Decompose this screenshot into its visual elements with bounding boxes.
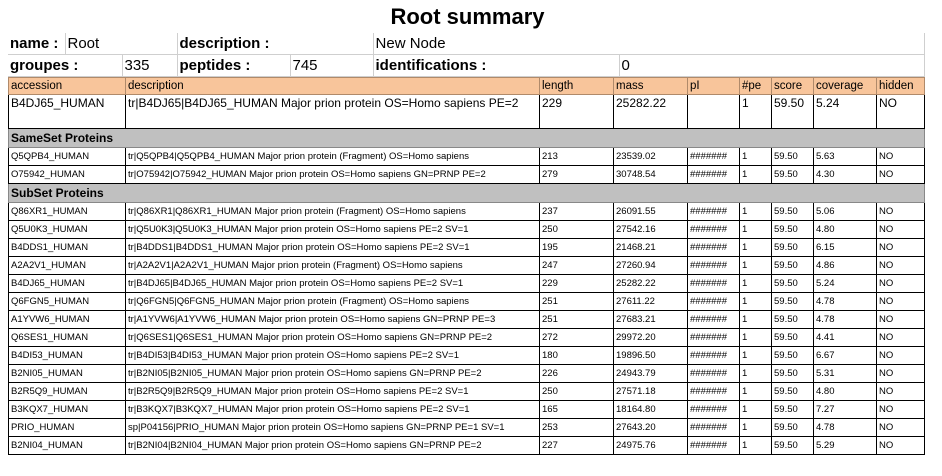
cell-pe[interactable]: 1: [740, 166, 772, 184]
cell-description[interactable]: tr|B4DI53|B4DI53_HUMAN Major prion protein OS=Homo sapiens PE=2 SV=1: [126, 347, 540, 365]
cell-accession[interactable]: A1YVW6_HUMAN: [9, 311, 126, 329]
cell-hidden[interactable]: NO: [877, 203, 925, 221]
table-row: [9, 221, 925, 239]
cell-accession[interactable]: B2NI04_HUMAN: [9, 437, 126, 455]
cell-accession[interactable]: B3KQX7_HUMAN: [9, 401, 126, 419]
cell-accession[interactable]: PRIO_HUMAN: [9, 419, 126, 437]
table-row: [9, 203, 925, 221]
cell-pe[interactable]: 1: [740, 329, 772, 347]
cell-description[interactable]: tr|Q5QPB4|Q5QPB4_HUMAN Major prion protein (Fragment) OS=Homo sapiens: [126, 148, 540, 166]
node-info-table: [8, 33, 925, 77]
cell-pe[interactable]: 1: [740, 347, 772, 365]
cell-hidden[interactable]: NO: [877, 347, 925, 365]
table-row: [9, 437, 925, 455]
cell-length[interactable]: 165: [540, 401, 614, 419]
cell-length[interactable]: 213: [540, 148, 614, 166]
cell-accession[interactable]: O75942_HUMAN: [9, 166, 126, 184]
cell-hidden[interactable]: NO: [877, 311, 925, 329]
cell-score[interactable]: 59.50: [772, 347, 814, 365]
cell-pe[interactable]: 1: [740, 95, 772, 129]
cell-accession[interactable]: B4DJ65_HUMAN: [9, 275, 126, 293]
cell-length[interactable]: 237: [540, 203, 614, 221]
cell-length[interactable]: 251: [540, 293, 614, 311]
table-row: [9, 239, 925, 257]
cell-description[interactable]: tr|B3KQX7|B3KQX7_HUMAN Major prion protein OS=Homo sapiens PE=2 SV=1: [126, 401, 540, 419]
cell-pe[interactable]: 1: [740, 419, 772, 437]
cell-hidden[interactable]: NO: [877, 365, 925, 383]
cell-pe[interactable]: 1: [740, 293, 772, 311]
cell-mass[interactable]: 27542.16: [614, 221, 688, 239]
cell-length[interactable]: 180: [540, 347, 614, 365]
cell-pi[interactable]: #######: [688, 293, 740, 311]
cell-mass[interactable]: 30748.54: [614, 166, 688, 184]
cell-description[interactable]: sp|P04156|PRIO_HUMAN Major prion protein OS=Homo sapiens GN=PRNP PE=1 SV=1: [126, 419, 540, 437]
cell-score[interactable]: 59.50: [772, 95, 814, 129]
cell-score[interactable]: 59.50: [772, 203, 814, 221]
cell-mass[interactable]: 19896.50: [614, 347, 688, 365]
cell-score[interactable]: 59.50: [772, 166, 814, 184]
groupes-value[interactable]: 335: [122, 55, 177, 77]
cell-accession[interactable]: B4DDS1_HUMAN: [9, 239, 126, 257]
cell-length[interactable]: 226: [540, 365, 614, 383]
cell-coverage[interactable]: 4.78: [814, 293, 877, 311]
main-protein-row: [9, 95, 925, 129]
cell-score[interactable]: 59.50: [772, 257, 814, 275]
cell-accession[interactable]: A2A2V1_HUMAN: [9, 257, 126, 275]
cell-accession[interactable]: B2NI05_HUMAN: [9, 365, 126, 383]
cell-pe[interactable]: 1: [740, 275, 772, 293]
header-score: score: [772, 78, 814, 95]
cell-mass[interactable]: 18164.80: [614, 401, 688, 419]
table-row: [9, 347, 925, 365]
cell-pe[interactable]: 1: [740, 437, 772, 455]
cell-accession[interactable]: B2R5Q9_HUMAN: [9, 383, 126, 401]
table-row: [9, 365, 925, 383]
header-pe: #pe: [740, 78, 772, 95]
cell-accession[interactable]: Q6SES1_HUMAN: [9, 329, 126, 347]
cell-mass[interactable]: 26091.55: [614, 203, 688, 221]
cell-hidden[interactable]: NO: [877, 293, 925, 311]
cell-coverage[interactable]: 4.86: [814, 257, 877, 275]
cell-score[interactable]: 59.50: [772, 365, 814, 383]
cell-description[interactable]: tr|A2A2V1|A2A2V1_HUMAN Major prion protein (Fragment) OS=Homo sapiens: [126, 257, 540, 275]
cell-pi[interactable]: #######: [688, 203, 740, 221]
cell-pi[interactable]: #######: [688, 239, 740, 257]
header-mass: mass: [614, 78, 688, 95]
cell-hidden[interactable]: NO: [877, 148, 925, 166]
cell-hidden[interactable]: NO: [877, 257, 925, 275]
table-row: [9, 275, 925, 293]
cell-pi[interactable]: #######: [688, 257, 740, 275]
subset-header: [9, 184, 925, 203]
cell-mass[interactable]: 21468.21: [614, 239, 688, 257]
cell-hidden[interactable]: NO: [877, 437, 925, 455]
identifications-value[interactable]: 0: [619, 55, 924, 77]
cell-pi[interactable]: #######: [688, 275, 740, 293]
cell-coverage[interactable]: 4.78: [814, 419, 877, 437]
cell-pi[interactable]: #######: [688, 419, 740, 437]
cell-coverage[interactable]: 5.24: [814, 275, 877, 293]
cell-accession[interactable]: B4DJ65_HUMAN: [9, 95, 126, 129]
cell-coverage[interactable]: 4.30: [814, 166, 877, 184]
table-row: [9, 329, 925, 347]
table-row: [9, 419, 925, 437]
cell-description[interactable]: tr|Q6SES1|Q6SES1_HUMAN Major prion protein OS=Homo sapiens GN=PRNP PE=2: [126, 329, 540, 347]
subset-label: SubSet Proteins: [9, 184, 925, 203]
header-hidden: hidden: [877, 78, 925, 95]
header-pi: pI: [688, 78, 740, 95]
cell-mass[interactable]: 24943.79: [614, 365, 688, 383]
cell-description[interactable]: tr|B2R5Q9|B2R5Q9_HUMAN Major prion protein OS=Homo sapiens PE=2 SV=1: [126, 383, 540, 401]
cell-length[interactable]: 251: [540, 311, 614, 329]
cell-coverage[interactable]: 4.80: [814, 221, 877, 239]
cell-mass[interactable]: 27683.21: [614, 311, 688, 329]
table-row: [9, 257, 925, 275]
name-value[interactable]: Root: [65, 33, 177, 55]
cell-pi[interactable]: [688, 95, 740, 129]
groupes-label: groupes :: [8, 55, 122, 77]
cell-description[interactable]: tr|B2NI04|B2NI04_HUMAN Major prion protein OS=Homo sapiens GN=PRNP PE=2: [126, 437, 540, 455]
cell-mass[interactable]: 25282.22: [614, 95, 688, 129]
cell-length[interactable]: 227: [540, 437, 614, 455]
cell-score[interactable]: 59.50: [772, 383, 814, 401]
cell-accession[interactable]: Q5QPB4_HUMAN: [9, 148, 126, 166]
cell-coverage[interactable]: 5.06: [814, 203, 877, 221]
table-row: [9, 383, 925, 401]
cell-mass[interactable]: 27571.18: [614, 383, 688, 401]
cell-coverage[interactable]: 5.24: [814, 95, 877, 129]
sameset-header: [9, 129, 925, 148]
cell-score[interactable]: 59.50: [772, 311, 814, 329]
cell-pe[interactable]: 1: [740, 239, 772, 257]
cell-pi[interactable]: #######: [688, 365, 740, 383]
cell-pe[interactable]: 1: [740, 148, 772, 166]
cell-length[interactable]: 272: [540, 329, 614, 347]
cell-hidden[interactable]: NO: [877, 383, 925, 401]
cell-accession[interactable]: Q5U0K3_HUMAN: [9, 221, 126, 239]
protein-table: [8, 77, 925, 455]
cell-description[interactable]: tr|Q5U0K3|Q5U0K3_HUMAN Major prion protein OS=Homo sapiens PE=2 SV=1: [126, 221, 540, 239]
cell-mass[interactable]: 27643.20: [614, 419, 688, 437]
cell-description[interactable]: tr|B4DJ65|B4DJ65_HUMAN Major prion protein OS=Homo sapiens PE=2 SV=1: [126, 275, 540, 293]
cell-pe[interactable]: 1: [740, 203, 772, 221]
cell-pi[interactable]: #######: [688, 166, 740, 184]
peptides-label: peptides :: [177, 55, 290, 77]
cell-description[interactable]: tr|O75942|O75942_HUMAN Major prion protein OS=Homo sapiens GN=PRNP PE=2: [126, 166, 540, 184]
cell-score[interactable]: 59.50: [772, 221, 814, 239]
info-row-counts: [8, 55, 924, 77]
cell-hidden[interactable]: NO: [877, 95, 925, 129]
cell-length[interactable]: 195: [540, 239, 614, 257]
cell-pi[interactable]: #######: [688, 311, 740, 329]
cell-description[interactable]: tr|B4DJ65|B4DJ65_HUMAN Major prion protein OS=Homo sapiens PE=2: [126, 95, 540, 129]
cell-score[interactable]: 59.50: [772, 293, 814, 311]
table-row: [9, 148, 925, 166]
cell-length[interactable]: 247: [540, 257, 614, 275]
table-row: [9, 293, 925, 311]
cell-pe[interactable]: 1: [740, 311, 772, 329]
cell-pi[interactable]: #######: [688, 221, 740, 239]
peptides-value[interactable]: 745: [290, 55, 373, 77]
cell-mass[interactable]: 23539.02: [614, 148, 688, 166]
cell-score[interactable]: 59.50: [772, 275, 814, 293]
cell-pe[interactable]: 1: [740, 365, 772, 383]
identifications-label: identifications :: [373, 55, 619, 77]
cell-hidden[interactable]: NO: [877, 401, 925, 419]
cell-coverage[interactable]: 6.67: [814, 347, 877, 365]
cell-length[interactable]: 229: [540, 275, 614, 293]
cell-length[interactable]: 229: [540, 95, 614, 129]
cell-coverage[interactable]: 4.41: [814, 329, 877, 347]
cell-pi[interactable]: #######: [688, 383, 740, 401]
header-description: description: [126, 78, 540, 95]
cell-hidden[interactable]: NO: [877, 166, 925, 184]
cell-coverage[interactable]: 4.78: [814, 311, 877, 329]
cell-pi[interactable]: #######: [688, 148, 740, 166]
cell-accession[interactable]: B4DI53_HUMAN: [9, 347, 126, 365]
table-header: [9, 78, 925, 95]
description-value[interactable]: New Node: [373, 33, 924, 55]
header-accession: accession: [9, 78, 126, 95]
cell-pi[interactable]: #######: [688, 437, 740, 455]
cell-score[interactable]: 59.50: [772, 329, 814, 347]
cell-score[interactable]: 59.50: [772, 239, 814, 257]
cell-score[interactable]: 59.50: [772, 437, 814, 455]
cell-length[interactable]: 250: [540, 383, 614, 401]
cell-coverage[interactable]: 7.27: [814, 401, 877, 419]
cell-score[interactable]: 59.50: [772, 401, 814, 419]
cell-length[interactable]: 279: [540, 166, 614, 184]
summary-sheet: [8, 33, 924, 455]
cell-coverage[interactable]: 5.29: [814, 437, 877, 455]
cell-pe[interactable]: 1: [740, 401, 772, 419]
cell-score[interactable]: 59.50: [772, 148, 814, 166]
cell-pe[interactable]: 1: [740, 221, 772, 239]
info-row-name: [8, 33, 924, 55]
table-row: [9, 401, 925, 419]
cell-length[interactable]: 250: [540, 221, 614, 239]
cell-coverage[interactable]: 5.31: [814, 365, 877, 383]
table-row: [9, 311, 925, 329]
cell-hidden[interactable]: NO: [877, 239, 925, 257]
cell-mass[interactable]: 27260.94: [614, 257, 688, 275]
cell-hidden[interactable]: NO: [877, 221, 925, 239]
cell-coverage[interactable]: 5.63: [814, 148, 877, 166]
cell-description[interactable]: tr|B2NI05|B2NI05_HUMAN Major prion protein OS=Homo sapiens GN=PRNP PE=2: [126, 365, 540, 383]
name-label: name :: [8, 33, 65, 55]
table-row: [9, 166, 925, 184]
cell-pi[interactable]: #######: [688, 347, 740, 365]
cell-hidden[interactable]: NO: [877, 275, 925, 293]
cell-description[interactable]: tr|B4DDS1|B4DDS1_HUMAN Major prion protein OS=Homo sapiens PE=2 SV=1: [126, 239, 540, 257]
cell-coverage[interactable]: 6.15: [814, 239, 877, 257]
cell-description[interactable]: tr|Q86XR1|Q86XR1_HUMAN Major prion protein (Fragment) OS=Homo sapiens: [126, 203, 540, 221]
cell-mass[interactable]: 29972.20: [614, 329, 688, 347]
cell-accession[interactable]: Q86XR1_HUMAN: [9, 203, 126, 221]
page-title: Root summary: [390, 4, 545, 29]
header-coverage: coverage: [814, 78, 877, 95]
cell-length[interactable]: 253: [540, 419, 614, 437]
cell-pi[interactable]: #######: [688, 401, 740, 419]
cell-mass[interactable]: 27611.22: [614, 293, 688, 311]
cell-pe[interactable]: 1: [740, 257, 772, 275]
header-length: length: [540, 78, 614, 95]
cell-hidden[interactable]: NO: [877, 329, 925, 347]
cell-mass[interactable]: 24975.76: [614, 437, 688, 455]
cell-hidden[interactable]: NO: [877, 419, 925, 437]
cell-description[interactable]: tr|Q6FGN5|Q6FGN5_HUMAN Major prion protein (Fragment) OS=Homo sapiens: [126, 293, 540, 311]
description-label: description :: [177, 33, 373, 55]
cell-accession[interactable]: Q6FGN5_HUMAN: [9, 293, 126, 311]
sameset-label: SameSet Proteins: [9, 129, 925, 148]
cell-mass[interactable]: 25282.22: [614, 275, 688, 293]
cell-coverage[interactable]: 4.80: [814, 383, 877, 401]
cell-description[interactable]: tr|A1YVW6|A1YVW6_HUMAN Major prion protein OS=Homo sapiens GN=PRNP PE=3: [126, 311, 540, 329]
cell-pi[interactable]: #######: [688, 329, 740, 347]
cell-score[interactable]: 59.50: [772, 419, 814, 437]
cell-pe[interactable]: 1: [740, 383, 772, 401]
